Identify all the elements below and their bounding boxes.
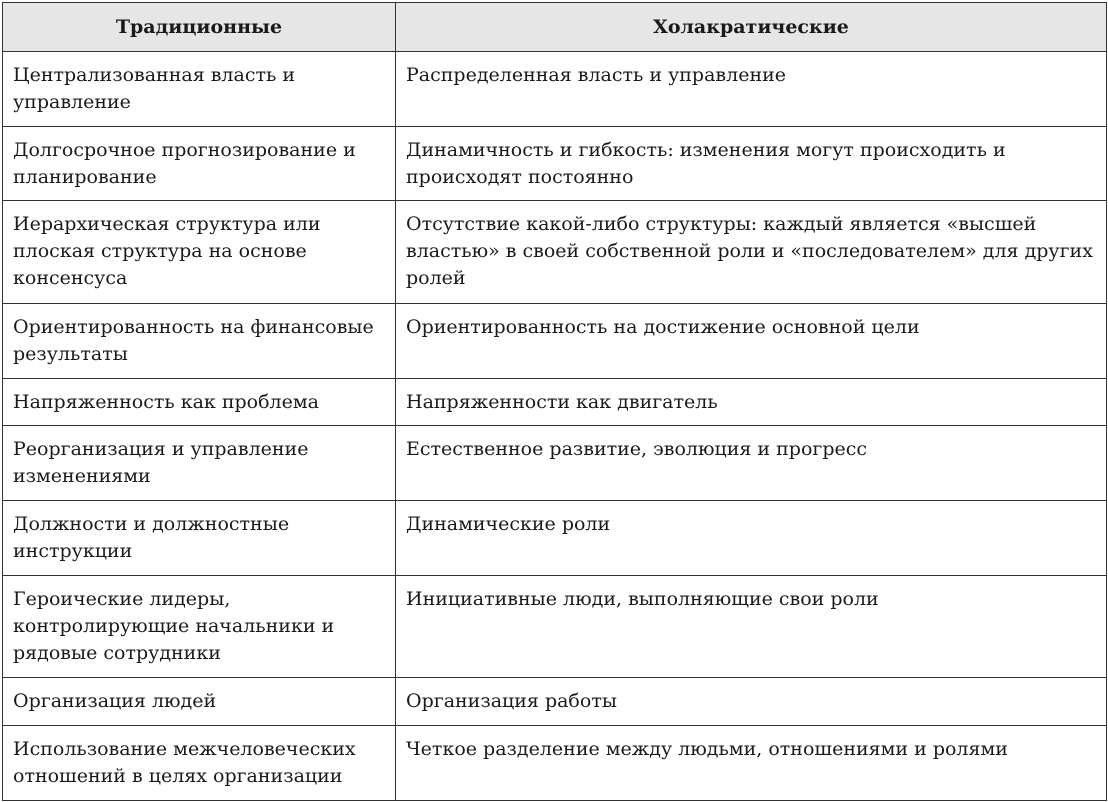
- cell-holacratic: Динамические роли: [396, 501, 1107, 576]
- header-holacratic: Холакратические: [396, 3, 1107, 52]
- cell-holacratic: Динамичность и гибкость: изменения могут происходить и происходят постоянно: [396, 127, 1107, 201]
- table-row: [3, 726, 1107, 801]
- cell-traditional: Героические лидеры, контролирующие начальники и рядовые сотрудники: [3, 576, 396, 678]
- cell-holacratic: Инициативные люди, выполняющие свои роли: [396, 576, 1107, 678]
- table-row: [3, 304, 1107, 379]
- table-row: [3, 501, 1107, 576]
- cell-traditional: Реорганизация и управление изменениями: [3, 426, 396, 501]
- cell-traditional: Организация людей: [3, 678, 396, 726]
- cell-traditional: Централизованная власть и управление: [3, 52, 396, 127]
- header-traditional: Традиционные: [3, 3, 396, 52]
- table-row: [3, 379, 1107, 426]
- cell-holacratic: Четкое разделение между людьми, отношениями и ролями: [396, 726, 1107, 801]
- table-body: [3, 52, 1107, 801]
- cell-holacratic: Распределенная власть и управление: [396, 52, 1107, 127]
- cell-traditional: Долгосрочное прогнозирование и планирование: [3, 127, 396, 201]
- table-row: [3, 576, 1107, 678]
- cell-traditional: Использование межчеловеческих отношений в целях организации: [3, 726, 396, 801]
- table-row: [3, 426, 1107, 501]
- table-header: [3, 3, 1107, 52]
- header-row: [3, 3, 1107, 52]
- table-row: [3, 127, 1107, 201]
- cell-holacratic: Естественное развитие, эволюция и прогресс: [396, 426, 1107, 501]
- cell-traditional: Иерархическая структура или плоская структура на основе консенсуса: [3, 201, 396, 304]
- cell-traditional: Должности и должностные инструкции: [3, 501, 396, 576]
- cell-holacratic: Ориентированность на достижение основной цели: [396, 304, 1107, 379]
- cell-holacratic: Отсутствие какой-либо структуры: каждый является «высшей властью» в своей собственной роли и «последователем» для других ролей: [396, 201, 1107, 304]
- table-row: [3, 201, 1107, 304]
- cell-holacratic: Организация работы: [396, 678, 1107, 726]
- cell-traditional: Ориентированность на финансовые результаты: [3, 304, 396, 379]
- table-row: [3, 678, 1107, 726]
- table-row: [3, 52, 1107, 127]
- cell-holacratic: Напряженности как двигатель: [396, 379, 1107, 426]
- comparison-table: [2, 2, 1107, 801]
- cell-traditional: Напряженность как проблема: [3, 379, 396, 426]
